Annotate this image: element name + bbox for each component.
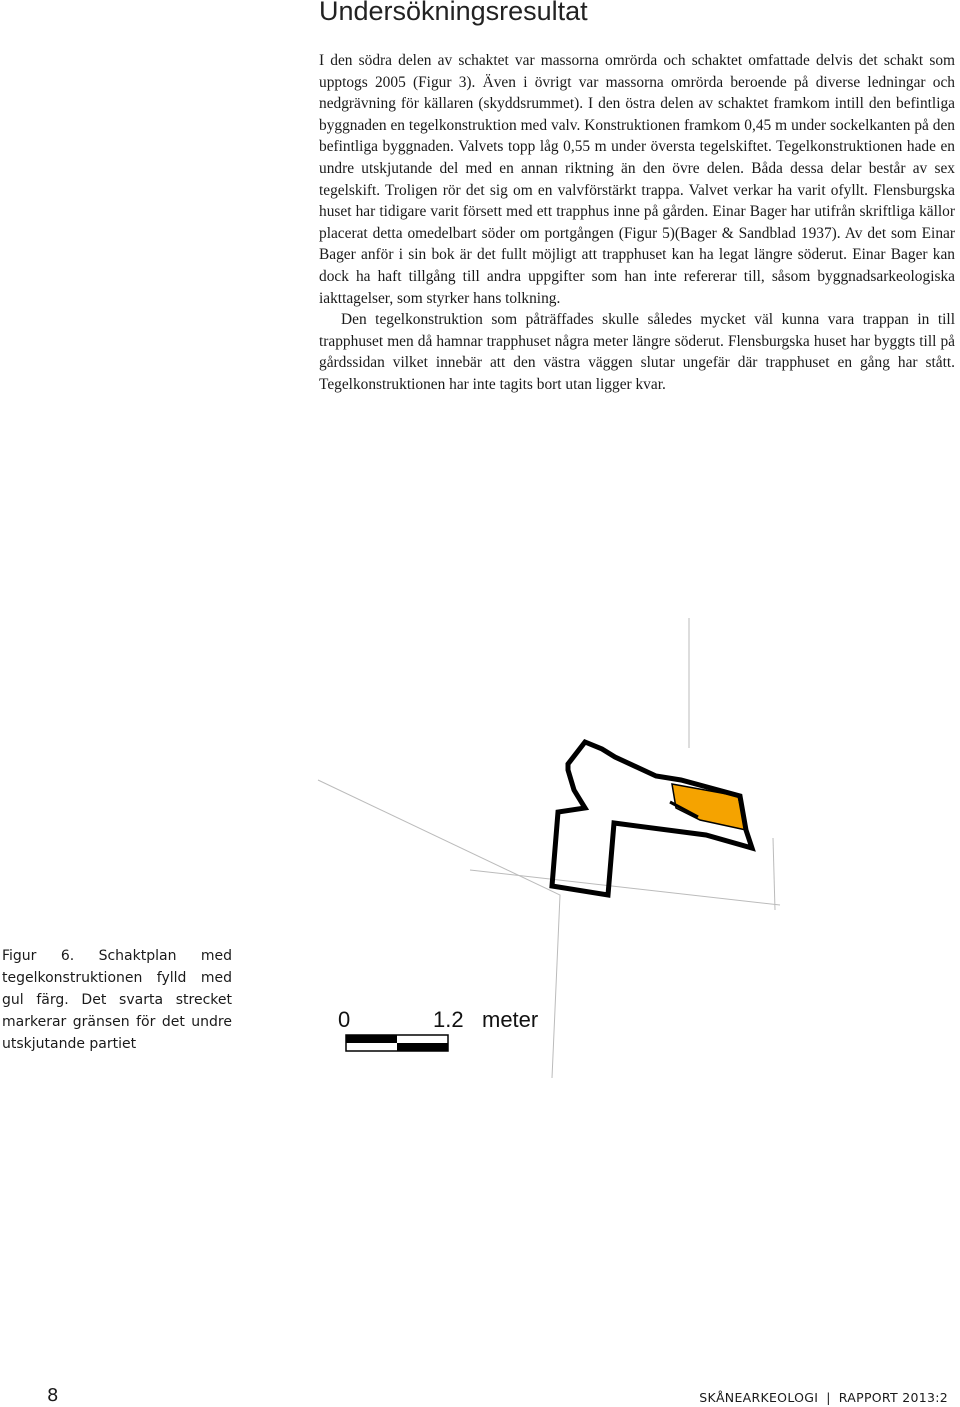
figure-caption: Figur 6. Schaktplan med tegelkonstruktionen fylld med gul färg. Det svarta strecket markerar gränsen för det undre utskjutande partiet [2,948,232,1052]
paragraph-1: I den södra delen av schaktet var massorna omrörda och schaktet omfattade delvis det schakt som upptogs 2005 (Figur 3). Även i övrigt var massorna omrörda beroende på diverse ledningar och nedgrävning för källaren (skyddsrummet). I den östra delen av schaktet framkom intill den befintliga byggnaden en tegelkonstruktion med valv. Konstruktionen framkom 0,45 m under sockelkanten på den befintliga byggnaden. Valvets topp låg 0,55 m under översta tegelskiftet. Tegelkonstruktionen hade en undre utskjutande del med en annan riktning än den övre delen. Båda dessa delar består av sex tegelskift. Troligen rör det sig om en valvförstärkt trappa. Valvet verkar ha varit ofyllt. Flensburgska huset har tidigare varit försett med ett trapphus inne på gården. Einar Bager har utifrån skriftliga källor placerat detta omedelbart söder om portgången (Figur 5)(Bager & Sandblad 1937). Av det som Einar Bager anför i sin bok är det fullt möjligt att trapphuset kan ha legat längre söderut. Einar Bager kan dock ha haft tillgång till andra uppgifter som han inte refererar till, såsom byggnadsarkeologiska iakttagelser, som styrker hans tolkning. [319,52,955,307]
property-line-northeast [773,838,775,910]
footer-separator: | [826,1390,831,1405]
property-lines [318,618,780,1078]
scale-label-unit: meter [482,1007,539,1032]
scale-bar-segment-2 [397,1043,448,1051]
body-text [319,50,955,396]
scale-bar-segment-1 [346,1035,397,1043]
footer-publisher: SKÅNEARKEOLOGI [699,1390,819,1405]
footer-report: RAPPORT 2013:2 [838,1390,948,1405]
scale-bar [338,1007,538,1051]
section-heading: Undersökningsresultat [319,0,588,26]
property-line-west [318,780,560,1078]
page-number: 8 [47,1385,59,1406]
brick-construction [672,784,746,830]
paragraph-2: Den tegelkonstruktion som påträffades skulle således mycket väl kunna vara trappan in till trapphuset men då hamnar trapphuset några meter längre söderut. Flensburgska huset har byggts till på gårdssidan vilket innebär att den västra väggen slutar ungefär där trapphuset en gång har stått. Tegelkonstruktionen har inte tagits bort utan ligger kvar. [319,311,955,393]
scale-label-end: 1.2 [433,1007,464,1032]
property-line-east [470,870,780,905]
page-footer [699,1390,948,1405]
scale-label-start: 0 [338,1007,351,1032]
